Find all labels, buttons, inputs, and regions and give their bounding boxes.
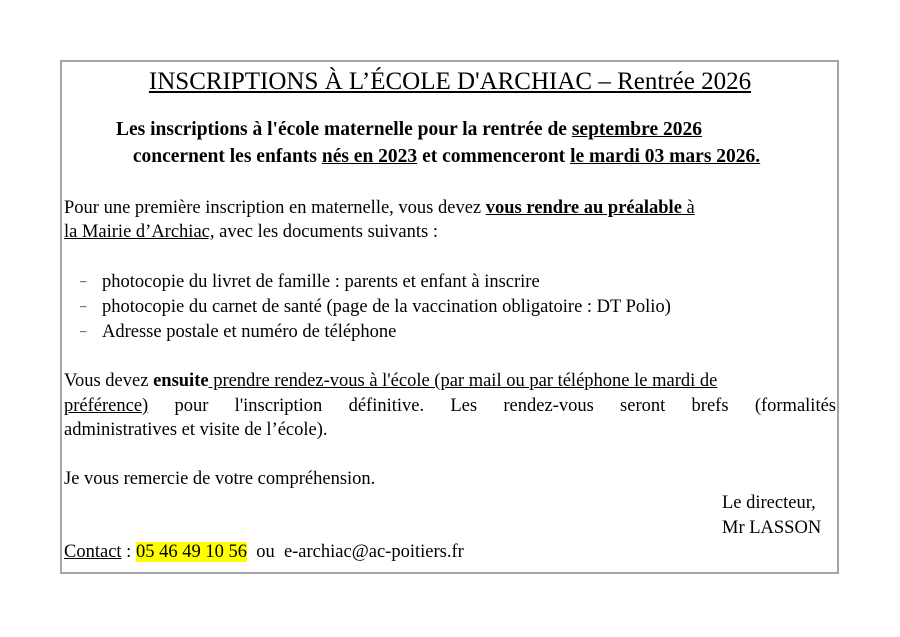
contact-separator: : — [121, 542, 136, 562]
para-emphasis: ensuite — [153, 371, 209, 391]
list-item — [80, 269, 540, 294]
para-text: préférence) — [64, 396, 149, 416]
lead-month: septembre 2026 — [571, 119, 702, 140]
list-item-text: photocopie du carnet de santé (page de la vaccination obligatoire : DT Polio) — [102, 297, 671, 317]
list-item-text: photocopie du livret de famille : parents et enfant à inscrire — [102, 272, 540, 292]
para2-line-1 — [64, 369, 836, 393]
lead-text: et commenceront — [417, 146, 571, 167]
contact-phone[interactable]: 05 46 49 10 56 — [135, 542, 247, 562]
mairie-text: la Mairie d’Archiac, — [64, 222, 215, 242]
para2-line-2 — [64, 394, 836, 418]
para1-line-2 — [64, 220, 836, 244]
lead-birth-year: nés en 2023 — [321, 146, 418, 167]
list-item — [80, 294, 671, 319]
signature-role: Le directeur, — [722, 493, 816, 513]
para-text: avec les documents suivants : — [214, 222, 438, 242]
lead-start-date: le mardi 03 mars 2026. — [570, 146, 761, 167]
para2-line-3: administratives et visite de l’école). — [64, 420, 328, 440]
list-item-text: Adresse postale et numéro de téléphone — [102, 322, 397, 342]
lead-text: concernent les enfants — [132, 146, 322, 167]
dash-icon: – — [80, 273, 87, 288]
para-text: Vous devez — [64, 371, 154, 391]
para-emphasis: vous rendre au préalable — [485, 198, 682, 218]
para-text: Pour une première inscription en maternelle, vous devez — [64, 198, 486, 218]
lead-line-1 — [64, 117, 836, 143]
para-text: pour l'inscription définitive. Les rendez-vous seront brefs (formalités — [148, 396, 836, 416]
contact-email[interactable]: e-archiac@ac-poitiers.fr — [283, 542, 464, 562]
dash-icon: – — [80, 298, 87, 313]
signature-name: Mr LASSON — [722, 518, 822, 538]
contact-line — [64, 540, 836, 564]
thanks-text: Je vous remercie de votre compréhension. — [64, 469, 376, 489]
lead-line-2 — [64, 144, 829, 170]
para-text: prendre rendez-vous à l'école (par mail ou par téléphone le mardi de — [208, 371, 718, 391]
lead-text: Les inscriptions à l'école maternelle pour la rentrée de — [116, 119, 572, 140]
para1-line-1 — [64, 196, 836, 220]
list-item — [80, 319, 396, 344]
para-text: à — [681, 198, 695, 218]
contact-or: ou — [246, 542, 284, 562]
dash-icon: – — [80, 323, 87, 338]
contact-label: Contact — [64, 542, 122, 562]
page-title: INSCRIPTIONS À L’ÉCOLE D'ARCHIAC – Rentrée 2026 — [148, 68, 752, 95]
